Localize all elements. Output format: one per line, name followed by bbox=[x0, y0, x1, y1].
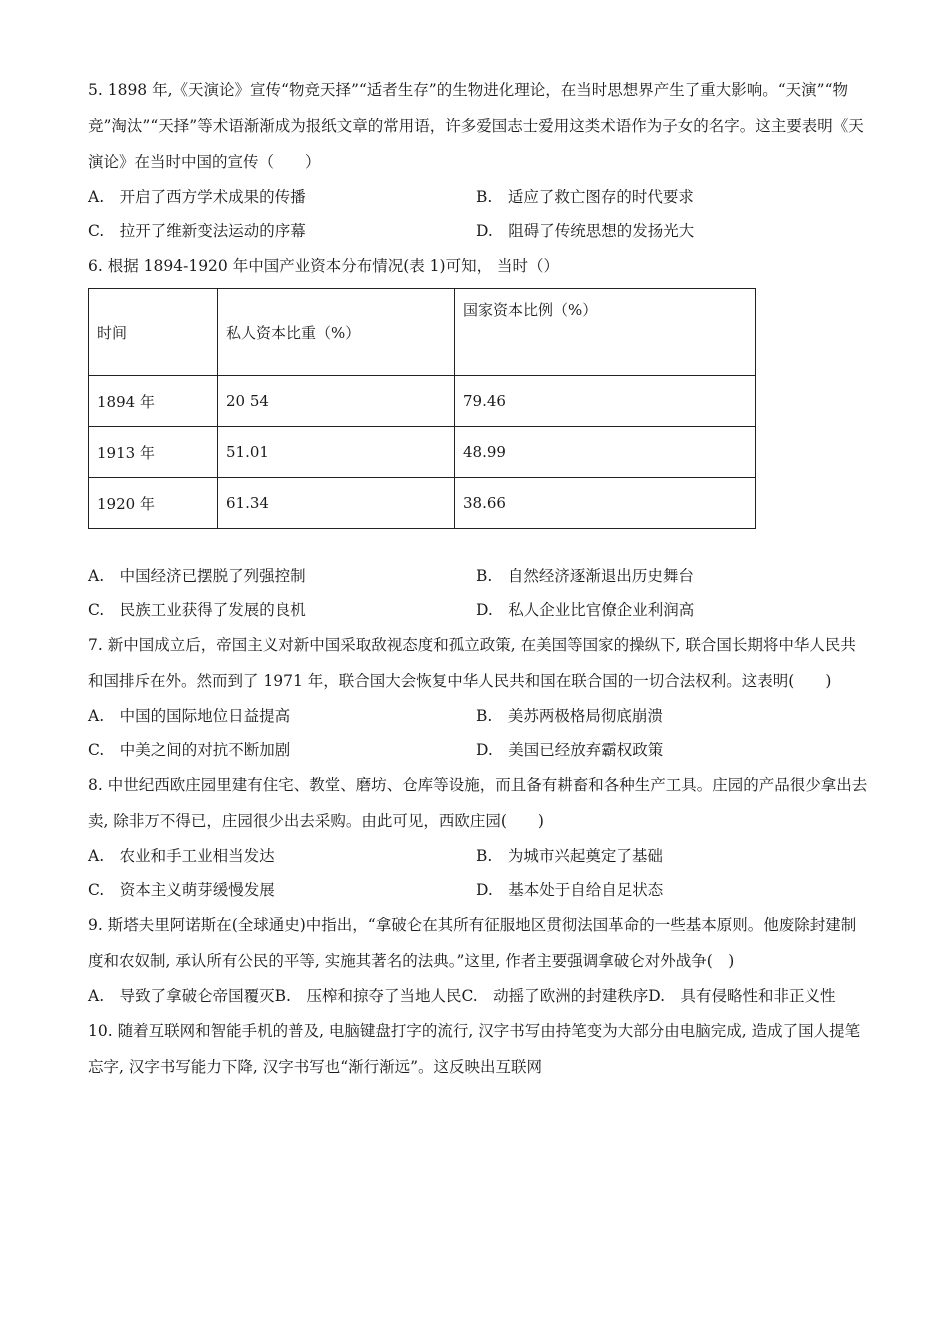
question-10-stem: 10. 随着互联网和智能手机的普及, 电脑键盘打字的流行, 汉字书写由持笔变为大部分由电脑完成, 造成了国人提笔忘字, 汉字书写能力下降, 汉字书写也“渐行渐远”。这反映出互联网 bbox=[88, 1022, 861, 1076]
table-cell: 1894 年 bbox=[89, 376, 218, 427]
question-8-options bbox=[88, 839, 868, 907]
question-10 bbox=[88, 1013, 868, 1085]
question-6-options bbox=[88, 559, 868, 627]
question-7 bbox=[88, 627, 868, 767]
option-d[interactable]: D. 具有侵略性和非正义性 bbox=[648, 987, 836, 1005]
option-b[interactable]: B. 自然经济逐渐退出历史舞台 bbox=[476, 567, 694, 585]
option-d[interactable]: D. 美国已经放弃霸权政策 bbox=[476, 741, 664, 759]
option-a[interactable]: A. 开启了西方学术成果的传播 bbox=[88, 188, 306, 206]
option-c[interactable]: C. 民族工业获得了发展的良机 bbox=[88, 601, 306, 619]
question-7-options bbox=[88, 699, 868, 767]
option-c[interactable]: C. 资本主义萌芽缓慢发展 bbox=[88, 881, 275, 899]
option-d[interactable]: D. 阻碍了传统思想的发扬光大 bbox=[476, 222, 695, 240]
option-d[interactable]: D. 私人企业比官僚企业利润高 bbox=[476, 601, 695, 619]
question-5-options bbox=[88, 180, 868, 248]
table-row bbox=[89, 427, 756, 478]
question-7-stem: 7. 新中国成立后，帝国主义对新中国采取敌视态度和孤立政策, 在美国等国家的操纵下, 联合国长期将中华人民共和国排斥在外。然而到了 1971 年，联合国大会恢复中华人民共和国在联合国的一切合法权利。这表明( ) bbox=[88, 636, 856, 690]
table-cell: 20 54 bbox=[218, 376, 455, 427]
option-b[interactable]: B. 为城市兴起奠定了基础 bbox=[476, 847, 663, 865]
table-cell: 61.34 bbox=[218, 478, 455, 529]
table-header-cell: 时间 bbox=[89, 289, 218, 376]
option-c[interactable]: C. 中美之间的对抗不断加剧 bbox=[88, 741, 291, 759]
option-d[interactable]: D. 基本处于自给自足状态 bbox=[476, 881, 664, 899]
option-b[interactable]: B. 适应了救亡图存的时代要求 bbox=[476, 188, 694, 206]
question-8-stem: 8. 中世纪西欧庄园里建有住宅、教堂、磨坊、仓库等设施，而且备有耕畜和各种生产工具。庄园的产品很少拿出去卖, 除非万不得已，庄园很少出去采购。由此可见，西欧庄园( ) bbox=[88, 776, 868, 830]
question-9-options bbox=[88, 979, 868, 1013]
question-5 bbox=[88, 72, 868, 248]
option-a[interactable]: A. 中国经济已摆脱了列强控制 bbox=[88, 567, 306, 585]
table-cell: 38.66 bbox=[455, 478, 756, 529]
option-b[interactable]: B. 压榨和掠夺了当地人民 bbox=[274, 987, 462, 1005]
table-cell: 51.01 bbox=[218, 427, 455, 478]
question-9 bbox=[88, 907, 868, 1013]
question-6 bbox=[88, 248, 868, 627]
option-b[interactable]: B. 美苏两极格局彻底崩溃 bbox=[476, 707, 663, 725]
table-row bbox=[89, 478, 756, 529]
table-header-cell: 国家资本比例（%） bbox=[455, 289, 756, 376]
table-header-cell: 私人资本比重（%） bbox=[218, 289, 455, 376]
table-cell: 79.46 bbox=[455, 376, 756, 427]
option-a[interactable]: A. 中国的国际地位日益提高 bbox=[88, 707, 291, 725]
question-9-stem: 9. 斯塔夫里阿诺斯在(全球通史)中指出，“拿破仑在其所有征服地区贯彻法国革命的一些基本原则。他废除封建制度和农奴制, 承认所有公民的平等, 实施其著名的法典。”这里, 作者主要强调拿破仑对外战争( ) bbox=[88, 916, 857, 970]
option-c[interactable]: C. 拉开了维新变法运动的序幕 bbox=[88, 222, 306, 240]
question-5-stem: 5. 1898 年,《天演论》宣传“物竞天择”“适者生存”的生物进化理论，在当时思想界产生了重大影响。“天演”“物竞”淘汰”“天择”等术语渐渐成为报纸文章的常用语，许多爱国志士爱用这类术语作为子女的名字。这主要表明《天演论》在当时中国的宣传（ ） bbox=[88, 81, 864, 171]
question-6-stem: 6. 根据 1894-1920 年中国产业资本分布情况(表 1)可知， 当时（） bbox=[88, 257, 560, 275]
exam-page bbox=[88, 72, 868, 1085]
table-row bbox=[89, 376, 756, 427]
table-cell: 1913 年 bbox=[89, 427, 218, 478]
option-c[interactable]: C. 动摇了欧洲的封建秩序 bbox=[461, 987, 649, 1005]
option-a[interactable]: A. 农业和手工业相当发达 bbox=[88, 847, 275, 865]
table-header-row bbox=[89, 289, 756, 376]
table-cell: 48.99 bbox=[455, 427, 756, 478]
option-a[interactable]: A. 导致了拿破仑帝国覆灭 bbox=[88, 987, 275, 1005]
table-cell: 1920 年 bbox=[89, 478, 218, 529]
capital-distribution-table bbox=[88, 288, 756, 529]
question-8 bbox=[88, 767, 868, 907]
